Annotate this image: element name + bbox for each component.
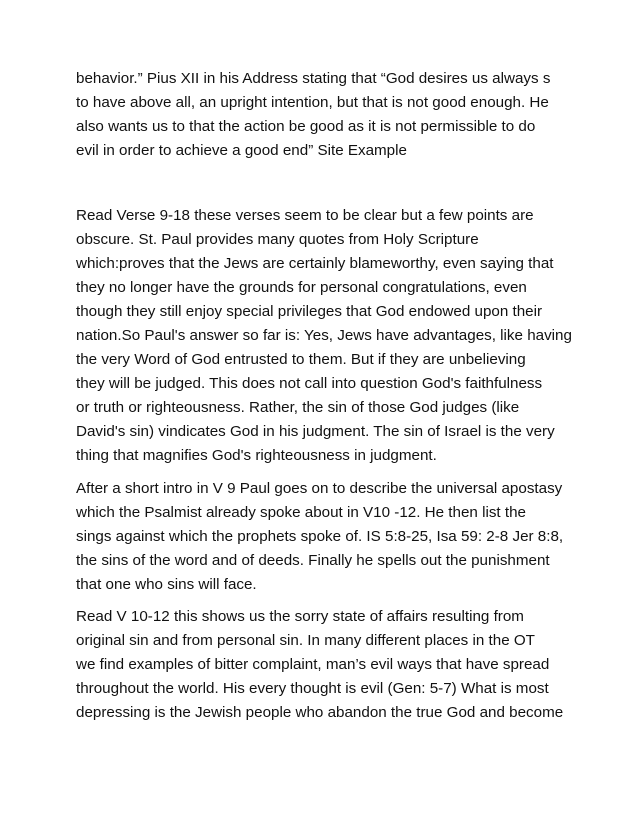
text-line: David's sin) vindicates God in his judgment. The sin of Israel is the very [76,423,555,440]
text-line: we find examples of bitter complaint, man’s evil ways that have spread [76,656,550,673]
text-line: that one who sins will face. [76,576,257,593]
text-line: throughout the world. His every thought is evil (Gen: 5-7) What is most [76,680,549,697]
text-line: they no longer have the grounds for personal congratulations, even [76,279,527,296]
text-line: the sins of the word and of deeds. Finally he spells out the punishment [76,552,550,569]
text-line: which:proves that the Jews are certainly blameworthy, even saying that [76,255,554,272]
text-line: which the Psalmist already spoke about in V10 -12. He then list the [76,504,526,521]
text-line: thing that magnifies God's righteousness in judgment. [76,447,437,464]
text-line: they will be judged. This does not call into question God's faithfulness [76,375,543,392]
text-line: or truth or righteousness. Rather, the sin of those God judges (like [76,399,520,416]
text-line: obscure. St. Paul provides many quotes from Holy Scripture [76,231,479,248]
text-line: nation.So Paul's answer so far is: Yes, Jews have advantages, like having [76,327,572,344]
text-line: Read Verse 9-18 these verses seem to be clear but a few points are [76,207,534,224]
text-line: Read V 10-12 this shows us the sorry state of affairs resulting from [76,608,524,625]
text-line: evil in order to achieve a good end” Site Example [76,142,407,159]
text-line: After a short intro in V 9 Paul goes on to describe the universal apostasy [76,480,563,497]
text-line: to have above all, an upright intention, but that is not good enough. He [76,94,549,111]
text-line: though they still enjoy special privileges that God endowed upon their [76,303,543,320]
text-line: sings against which the prophets spoke of. IS 5:8-25, Isa 59: 2-8 Jer 8:8, [76,528,564,545]
text-line: depressing is the Jewish people who abandon the true God and become [76,704,564,721]
text-line: also wants us to that the action be good as it is not permissible to do [76,118,536,135]
text-line: the very Word of God entrusted to them. But if they are unbelieving [76,351,526,368]
text-line: original sin and from personal sin. In many different places in the OT [76,632,535,649]
text-line: behavior.” Pius XII in his Address stating that “God desires us always s [76,70,551,87]
